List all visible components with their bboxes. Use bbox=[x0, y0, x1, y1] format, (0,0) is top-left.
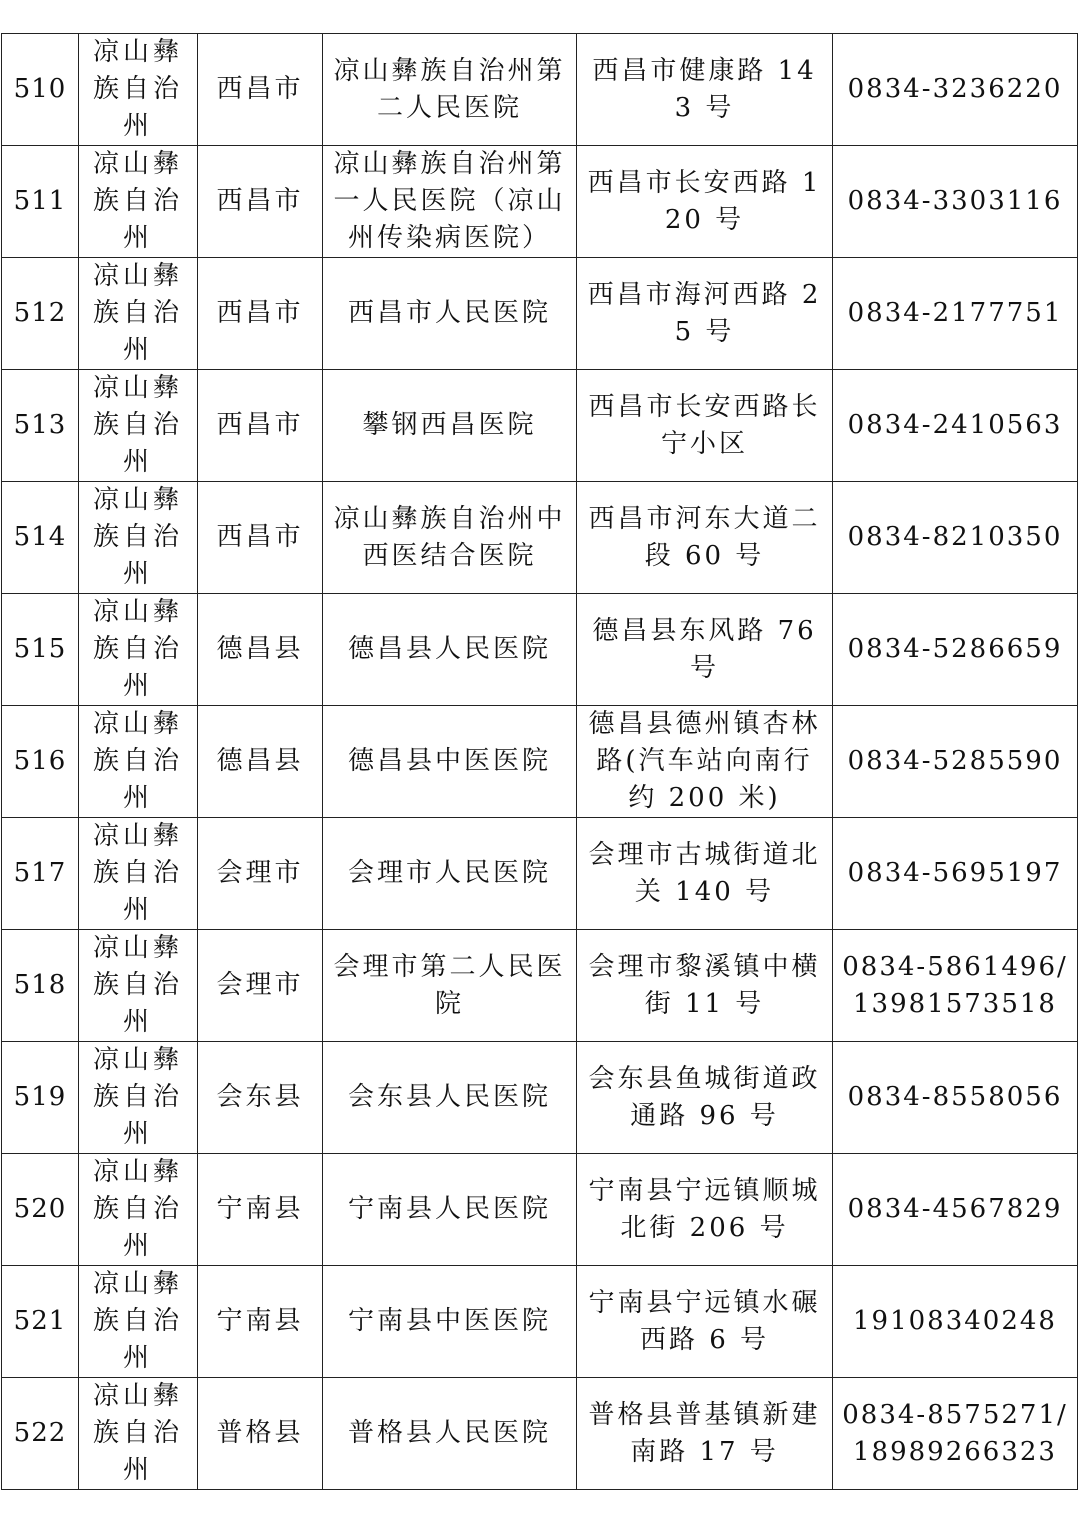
cell-phone: 0834-8558056 bbox=[833, 1042, 1078, 1154]
hospital-table bbox=[1, 33, 1078, 1490]
cell-phone: 19108340248 bbox=[833, 1266, 1078, 1378]
cell-address: 会东县鱼城街道政通路 96 号 bbox=[577, 1042, 833, 1154]
cell-hospital-name: 会东县人民医院 bbox=[323, 1042, 577, 1154]
cell-number: 514 bbox=[2, 482, 79, 594]
table-row bbox=[2, 482, 1078, 594]
cell-prefecture: 凉山彝族自治州 bbox=[79, 482, 198, 594]
table-row bbox=[2, 594, 1078, 706]
cell-hospital-name: 会理市人民医院 bbox=[323, 818, 577, 930]
cell-address: 会理市黎溪镇中横街 11 号 bbox=[577, 930, 833, 1042]
cell-hospital-name: 凉山彝族自治州中西医结合医院 bbox=[323, 482, 577, 594]
cell-address: 西昌市健康路 143 号 bbox=[577, 34, 833, 146]
cell-address: 西昌市长安西路长宁小区 bbox=[577, 370, 833, 482]
cell-county: 会东县 bbox=[198, 1042, 323, 1154]
cell-address: 宁南县宁远镇顺城北街 206 号 bbox=[577, 1154, 833, 1266]
cell-hospital-name: 普格县人民医院 bbox=[323, 1378, 577, 1490]
cell-county: 西昌市 bbox=[198, 482, 323, 594]
cell-address: 德昌县德州镇杏林路(汽车站向南行约 200 米) bbox=[577, 706, 833, 818]
cell-number: 522 bbox=[2, 1378, 79, 1490]
cell-prefecture: 凉山彝族自治州 bbox=[79, 594, 198, 706]
table-row bbox=[2, 818, 1078, 930]
cell-phone: 0834-8210350 bbox=[833, 482, 1078, 594]
cell-number: 512 bbox=[2, 258, 79, 370]
table-row bbox=[2, 1042, 1078, 1154]
cell-county: 会理市 bbox=[198, 930, 323, 1042]
cell-hospital-name: 攀钢西昌医院 bbox=[323, 370, 577, 482]
cell-hospital-name: 宁南县人民医院 bbox=[323, 1154, 577, 1266]
cell-prefecture: 凉山彝族自治州 bbox=[79, 818, 198, 930]
cell-number: 511 bbox=[2, 146, 79, 258]
cell-address: 西昌市河东大道二段 60 号 bbox=[577, 482, 833, 594]
cell-county: 德昌县 bbox=[198, 594, 323, 706]
cell-county: 会理市 bbox=[198, 818, 323, 930]
table-row bbox=[2, 34, 1078, 146]
table-row bbox=[2, 370, 1078, 482]
cell-number: 520 bbox=[2, 1154, 79, 1266]
cell-county: 西昌市 bbox=[198, 258, 323, 370]
cell-address: 普格县普基镇新建南路 17 号 bbox=[577, 1378, 833, 1490]
cell-hospital-name: 凉山彝族自治州第二人民医院 bbox=[323, 34, 577, 146]
cell-county: 西昌市 bbox=[198, 370, 323, 482]
table-row bbox=[2, 1378, 1078, 1490]
table-row bbox=[2, 1266, 1078, 1378]
cell-address: 会理市古城街道北关 140 号 bbox=[577, 818, 833, 930]
table-row bbox=[2, 930, 1078, 1042]
cell-county: 西昌市 bbox=[198, 34, 323, 146]
cell-phone: 0834-5285590 bbox=[833, 706, 1078, 818]
hospital-table-container bbox=[1, 33, 1077, 1490]
cell-phone: 0834-4567829 bbox=[833, 1154, 1078, 1266]
table-row bbox=[2, 146, 1078, 258]
cell-prefecture: 凉山彝族自治州 bbox=[79, 1042, 198, 1154]
cell-county: 宁南县 bbox=[198, 1266, 323, 1378]
cell-prefecture: 凉山彝族自治州 bbox=[79, 706, 198, 818]
cell-prefecture: 凉山彝族自治州 bbox=[79, 258, 198, 370]
cell-phone: 0834-8575271/18989266323 bbox=[833, 1378, 1078, 1490]
table-row bbox=[2, 706, 1078, 818]
table-body bbox=[2, 34, 1078, 1490]
cell-phone: 0834-5861496/13981573518 bbox=[833, 930, 1078, 1042]
cell-number: 521 bbox=[2, 1266, 79, 1378]
cell-prefecture: 凉山彝族自治州 bbox=[79, 930, 198, 1042]
cell-prefecture: 凉山彝族自治州 bbox=[79, 1378, 198, 1490]
cell-number: 513 bbox=[2, 370, 79, 482]
cell-number: 516 bbox=[2, 706, 79, 818]
cell-county: 德昌县 bbox=[198, 706, 323, 818]
cell-hospital-name: 宁南县中医医院 bbox=[323, 1266, 577, 1378]
cell-hospital-name: 德昌县人民医院 bbox=[323, 594, 577, 706]
cell-number: 517 bbox=[2, 818, 79, 930]
table-row bbox=[2, 1154, 1078, 1266]
cell-address: 西昌市海河西路 25 号 bbox=[577, 258, 833, 370]
cell-county: 普格县 bbox=[198, 1378, 323, 1490]
cell-address: 德昌县东风路 76 号 bbox=[577, 594, 833, 706]
cell-phone: 0834-5286659 bbox=[833, 594, 1078, 706]
cell-number: 519 bbox=[2, 1042, 79, 1154]
cell-phone: 0834-3236220 bbox=[833, 34, 1078, 146]
cell-address: 宁南县宁远镇水碾西路 6 号 bbox=[577, 1266, 833, 1378]
cell-prefecture: 凉山彝族自治州 bbox=[79, 146, 198, 258]
cell-prefecture: 凉山彝族自治州 bbox=[79, 1266, 198, 1378]
cell-county: 宁南县 bbox=[198, 1154, 323, 1266]
cell-prefecture: 凉山彝族自治州 bbox=[79, 370, 198, 482]
cell-address: 西昌市长安西路 120 号 bbox=[577, 146, 833, 258]
cell-number: 518 bbox=[2, 930, 79, 1042]
table-row bbox=[2, 258, 1078, 370]
cell-number: 515 bbox=[2, 594, 79, 706]
cell-prefecture: 凉山彝族自治州 bbox=[79, 1154, 198, 1266]
cell-hospital-name: 会理市第二人民医院 bbox=[323, 930, 577, 1042]
cell-prefecture: 凉山彝族自治州 bbox=[79, 34, 198, 146]
cell-hospital-name: 西昌市人民医院 bbox=[323, 258, 577, 370]
cell-phone: 0834-5695197 bbox=[833, 818, 1078, 930]
cell-number: 510 bbox=[2, 34, 79, 146]
cell-county: 西昌市 bbox=[198, 146, 323, 258]
cell-phone: 0834-3303116 bbox=[833, 146, 1078, 258]
cell-hospital-name: 德昌县中医医院 bbox=[323, 706, 577, 818]
cell-hospital-name: 凉山彝族自治州第一人民医院（凉山州传染病医院） bbox=[323, 146, 577, 258]
cell-phone: 0834-2177751 bbox=[833, 258, 1078, 370]
cell-phone: 0834-2410563 bbox=[833, 370, 1078, 482]
